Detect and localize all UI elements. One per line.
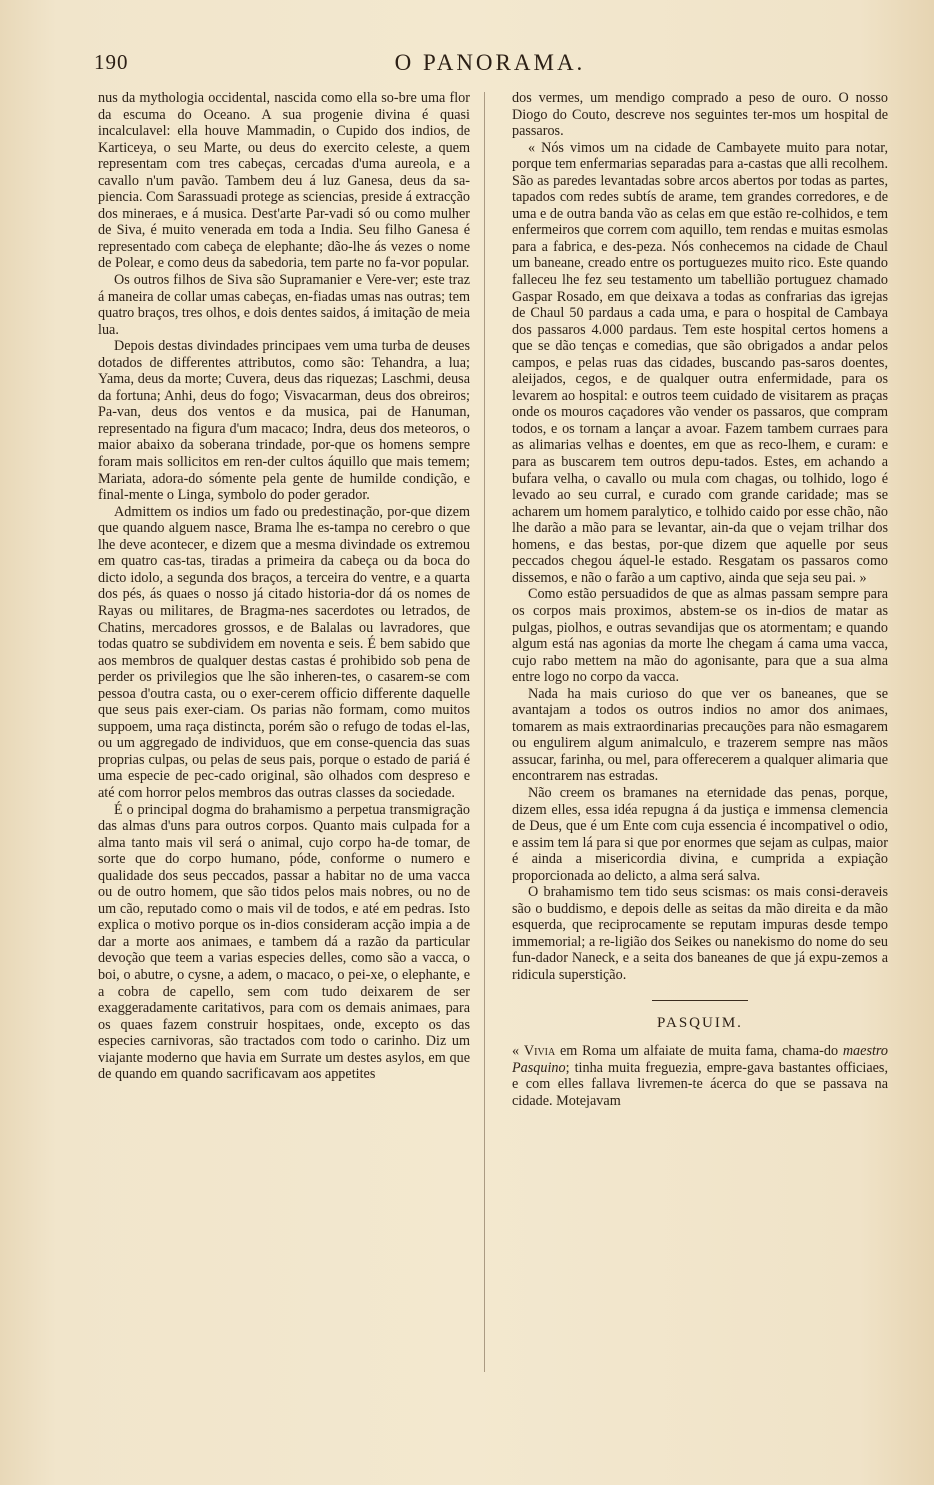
section-title: PASQUIM. [657, 1014, 743, 1031]
page-header [84, 50, 896, 90]
paragraph: Os outros filhos de Siva são Supramanier e Vere-ver; este traz á maneira de collar umas cabeças, en-fiadas umas nas outras; tem quatro braços, tres olhos, e dois dentes saidos, á imitação de meia lua. [98, 272, 470, 338]
italic-name: maestro Pasquino [512, 1043, 889, 1076]
paragraph: É o principal dogma do brahamismo a perpetua transmigração das almas d'uns para outros corpos. Quanto mais culpada for a alma tanto mais vil será o animal, cujo corpo ha-de tomar, de sorte que do corpo humano, póde, conforme o numero e qualidade dos seus peccados, passar a habitar no de uma vacca ou de outro homem, que são tidos pelos mais nobres, ou no de um cão, reputado como o mais vil de todos, e até em pedras. Isto explica o motivo porque os in-dios consideram acção impia a de dar a morte aos animaes, e tambem dá a razão da particular devoção que teem a varias especies delles, como são a vacca, o boi, o abutre, o cysne, a adem, o macaco, o pei-xe, o elephante, e a cobra de capello, sem com tudo deixarem de ser exaggeradamente caritativos, para com os demais animaes, para os quaes fazem construir hospitaes, onde, excepto os das especies carnivoras, são tractados com todo o carinho. Diz um viajante moderno que havia em Surrate um destes asylos, em que de quando em quando sacrificavam aos appetites [98, 801, 470, 1083]
paragraph: O brahamismo tem tido seus scismas: os mais consi-deraveis são o buddismo, e depois delle as seitas da mão direita e da mão esquerda, que reciprocamente se reputam impuras desde tempo immemorial; a re-ligião dos Seikes ou nanekismo do nome do seu fun-dador Naneck, e a seita dos baneanes de que já expu-zemos a ridicula superstição. [512, 884, 888, 983]
section-rule [652, 1000, 748, 1001]
paragraph: nus da mythologia occidental, nascida como ella so-bre uma flor da escuma do Oceano. A sua progenie divina é quasi incalculavel: ella houve Mammadin, o Cupido dos indios, de Karticeya, o seu Marte, ou deus do exercito celeste, a quem representam com tres cabeças, cercadas d'uma aureola, e a cavallo n'um pavão. Tambem deu á luz Ganesa, deus da sa-piencia. Com Sarassuadi protege as sciencias, preside á extracção dos mineraes, e á musica. Dest'arte Par-vadi só ou como mulher de Siva, é muito venerada em toda a India. Seu filho Ganesa é representado com cabeça de elephante; dão-lhe ás vezes o nome de Polear, e como deus da sabedoria, tem parte no fa-vor popular. [98, 90, 470, 272]
text-segment: ; tinha muita freguezia, empre-gava bastantes officiaes, e com elles fallava livremen-te ácerca do que se passava na cidade. Motejavam [512, 1059, 888, 1109]
quote-mark: « [512, 1043, 524, 1060]
right-column [512, 90, 888, 1109]
text-segment: em Roma um alfaiate de muita fama, chama-do [555, 1043, 843, 1060]
paragraph: Nada ha mais curioso do que ver os baneanes, que se avantajam a todos os outros indios no amor dos animaes, tomarem as mais extraordinarias precauções para não esmagarem ou engulirem algum animalculo, e trazerem sempre nas mãos assucar, farinha, ou mel, para offerecerem a qualquer alimaria que encontrarem nas estradas. [512, 685, 888, 785]
page-number: 190 [94, 50, 129, 74]
paragraph: Admittem os indios um fado ou predestinação, por-que dizem que quando alguem nasce, Brama lhe es-tampa no cerebro o que lhe deve acontecer, e dizem que a mesma divindade os extremou em quatro cas-tas, tiradas a primeira da cabeça ou da boca do dicto idolo, a segunda dos braços, a terceira do ventre, e a quarta dos pés, ás quaes o nosso já citado historia-dor dá os nomes de Rayas ou militares, de Bragma-nes sacerdotes ou letrados, de Chatins, mercadores grossos, e de Balalas ou lavradores, que todas quatro se subdividem em noventa e seis. É bem sabido que aos membros de qualquer destas castas é prohibido sob pena de perder os privilegios que lhe são inheren-tes, o casarem-se com pessoa d'outra casta, ou o exer-cerem officio differente daquelle que seus pais exer-ciam. Os parias não formam, como muitos suppoem, uma raça distincta, porém são o refugo de todas el-las, ou um aggregado de individuos, que em conse-quencia das suas proprias culpas, ou pelas de seus pais, porque o estado de pariá é uma especie de pec-cado original, são olhados com despreso e até com horror pelos membros das outras classes da sociedade. [98, 503, 470, 801]
paragraph: dos vermes, um mendigo comprado a peso de ouro. O nosso Diogo do Couto, descreve nos seguintes ter-mos um hospital de passaros. [512, 90, 888, 140]
column-divider [484, 92, 485, 1372]
pasquim-paragraph [512, 1043, 888, 1109]
lead-word: Vivia [523, 1043, 556, 1060]
journal-title: O PANORAMA. [394, 50, 586, 75]
paragraph: « Nós vimos um na cidade de Cambayete muito para notar, porque tem enfermarias separadas para a-castas que alli recolhem. São as paredes levantadas sobre arcos abertos por todas as partes, tapados com redes subtís de arame, tem grandes corredores, e de uma e de outra banda vão as celas em que estão re-colhidos, e tem enfermeiros que correm com aquillo, tem rendas e muitas esmolas para a fabrica, e des-peza. Nós conhecemos na cidade de Chaul um baneane, creado entre os portuguezes muito rico. Este quando falleceu lhe fez seu testamento um tabellião portuguez chamado Gaspar Rosado, em que deixava a todas as confrarias das igrejas de Chaul 50 pardaus a cada uma, e para o hospital de Cambaya dos passaros 4.000 pardaus. Tem este hospital certos homens a que se dão tenças e comedias, que são obrigados a andar pelos campos, e pelas ruas das cidades, buscando pas-saros doentes, aleijados, cegos, e de qualquer outra enfermidade, para os levarem ao hospital: e outros teem cuidado de visitarem as praças onde os mouros caçadores vão vender os passaros, que compram todos, e os tornam a lançar a avoar. Fazem tambem curraes para as alimarias velhas e doentes, em que as reco-lhem, e curam: e para as buscarem tem outros depu-tados. Estes, em achando a bufara velha, o cavallo ou mula com chagas, ou tolhido, logo é levado ao seu curral, e curado com grande caridade; mas se acharem um homem paralytico, e tolhido caido por esse chão, não lhe darão a mão para se levantar, ain-da que o vejam trilhar dos homens, e das bestas, por-que dizem que aquelle por seus peccados chegou áquel-le estado. Resgatam os passaros como dissemos, e não o farão a um captivo, ainda que seja seu pai. » [512, 139, 888, 586]
paragraph: Não creem os bramanes na eternidade das penas, porque, dizem elles, essa idéa repugna á da justiça e immensa clemencia de Deus, que é um Ente com cuja essencia é incompativel o odio, e assim tem lá para si que por enormes que sejam as culpas, maior é ainda a misericordia divina, e cumprida a expiação proporcionada ao delicto, a alma será salva. [512, 784, 888, 884]
paragraph: Como estão persuadidos de que as almas passam sempre para os corpos mais proximos, abstem-se os in-dios de matar as pulgas, piolhos, e outras sevandijas que os atormentam; e quando algum está nas agonias da morte lhe chegam á cama uma vacca, cujo rabo mettem na mão do agonisante, para que a sua alma entre logo no corpo da vacca. [512, 586, 888, 686]
left-column [98, 90, 470, 1083]
paragraph: Depois destas divindades principaes vem uma turba de deuses dotados de differentes attributos, como são: Tehandra, a lua; Yama, deus da morte; Cuvera, deus das riquezas; Laschmi, deusa da fortuna; Anhi, deus do fogo; Visvacarman, deus dos obreiros; Pa-van, deus dos ventos e da musica, pai de Hanuman, representado na figura d'um macaco; Indra, deus dos meteoros, o maior abaixo da soberana trindade, por-que os homens sempre foram mais sollicitos em ren-der cultos áquillo que mais temem; Mariata, adora-do sómente pela gente de humilde condição, e final-mente o Linga, symbolo do poder gerador. [98, 338, 470, 504]
